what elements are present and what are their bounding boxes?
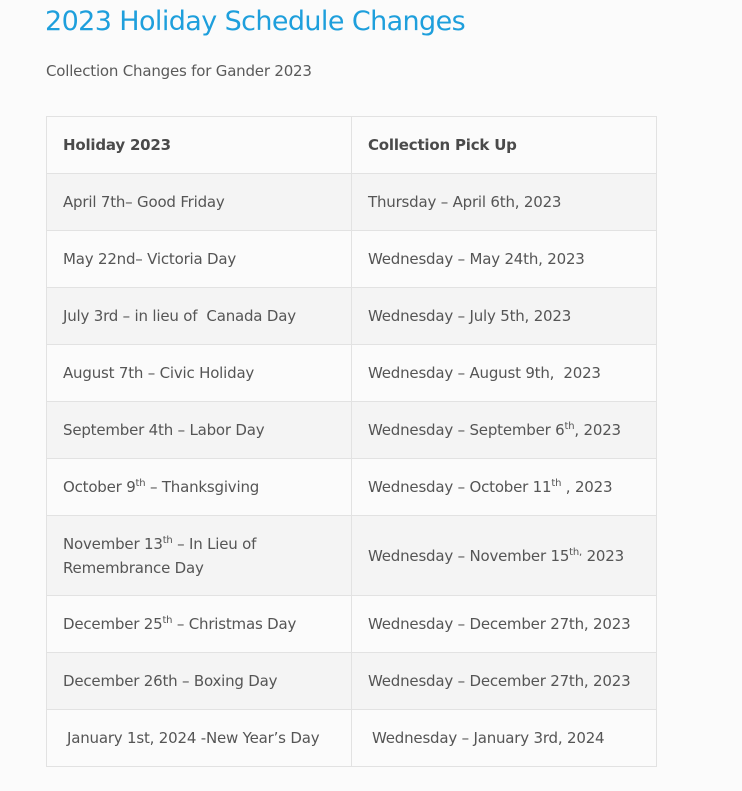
holiday-text: August 7th – Civic Holiday <box>63 364 255 382</box>
page-subtitle: Collection Changes for Gander 2023 <box>46 62 312 80</box>
pickup-cell <box>352 402 657 459</box>
pickup-cell <box>352 174 657 231</box>
page-title: 2023 Holiday Schedule Changes <box>45 6 466 37</box>
holiday-text: October 9 <box>63 478 136 496</box>
ordinal-suffix: th <box>564 421 575 432</box>
holiday-cell <box>47 653 352 710</box>
pickup-text-tail: , 2023 <box>574 421 621 439</box>
pickup-text-tail: 2023 <box>582 546 624 565</box>
ordinal-suffix: th <box>551 478 562 489</box>
pickup-cell <box>352 231 657 288</box>
pickup-text: Wednesday – August 9th, 2023 <box>368 364 601 382</box>
holiday-cell <box>47 288 352 345</box>
holiday-text: November 13 <box>63 534 163 553</box>
holiday-text: May 22nd– Victoria Day <box>63 250 237 268</box>
pickup-cell <box>352 459 657 516</box>
holiday-text: January 1st, 2024 -New Year’s Day <box>67 729 320 747</box>
holiday-cell <box>47 345 352 402</box>
holiday-text-tail: – In Lieu of Remembrance Day <box>63 534 257 577</box>
pickup-cell <box>352 288 657 345</box>
pickup-text: Wednesday – October 11 <box>368 478 552 496</box>
ordinal-suffix: th <box>162 615 173 626</box>
table-row <box>47 710 657 767</box>
holiday-cell <box>47 459 352 516</box>
pickup-cell <box>352 710 657 767</box>
table-row <box>47 402 657 459</box>
holiday-text: December 25 <box>63 615 163 633</box>
pickup-cell <box>352 516 657 596</box>
table-row <box>47 231 657 288</box>
holiday-cell <box>47 710 352 767</box>
holiday-cell <box>47 174 352 231</box>
holiday-schedule-table <box>46 116 657 767</box>
table-row <box>47 174 657 231</box>
holiday-text: September 4th – Labor Day <box>63 421 265 439</box>
table-row <box>47 516 657 596</box>
holiday-text-tail: – Thanksgiving <box>145 478 260 496</box>
pickup-text: Wednesday – December 27th, 2023 <box>368 615 631 633</box>
pickup-text: Wednesday – May 24th, 2023 <box>368 250 585 268</box>
pickup-text: Wednesday – January 3rd, 2024 <box>372 729 605 747</box>
column-header-pickup: Collection Pick Up <box>352 117 657 174</box>
table-row <box>47 288 657 345</box>
pickup-text: Wednesday – September 6 <box>368 421 565 439</box>
column-header-holiday: Holiday 2023 <box>47 117 352 174</box>
holiday-cell <box>47 402 352 459</box>
table-row <box>47 653 657 710</box>
table-header-row <box>47 117 657 174</box>
pickup-text: Wednesday – July 5th, 2023 <box>368 307 572 325</box>
holiday-cell <box>47 231 352 288</box>
holiday-text-tail: – Christmas Day <box>172 615 297 633</box>
table-row <box>47 345 657 402</box>
holiday-cell <box>47 516 352 596</box>
pickup-cell <box>352 596 657 653</box>
pickup-text: Wednesday – November 15 <box>368 546 570 565</box>
table-row <box>47 459 657 516</box>
pickup-text: Thursday – April 6th, 2023 <box>368 193 562 211</box>
table-row <box>47 596 657 653</box>
holiday-cell <box>47 596 352 653</box>
ordinal-suffix: th <box>135 478 146 489</box>
pickup-cell <box>352 345 657 402</box>
holiday-text: April 7th– Good Friday <box>63 193 225 211</box>
pickup-text: Wednesday – December 27th, 2023 <box>368 672 631 690</box>
holiday-text: July 3rd – in lieu of Canada Day <box>63 307 296 325</box>
ordinal-suffix: th, <box>569 546 583 558</box>
pickup-text-tail: , 2023 <box>561 478 613 496</box>
pickup-cell <box>352 653 657 710</box>
holiday-text: December 26th – Boxing Day <box>63 672 278 690</box>
ordinal-suffix: th <box>162 534 173 546</box>
